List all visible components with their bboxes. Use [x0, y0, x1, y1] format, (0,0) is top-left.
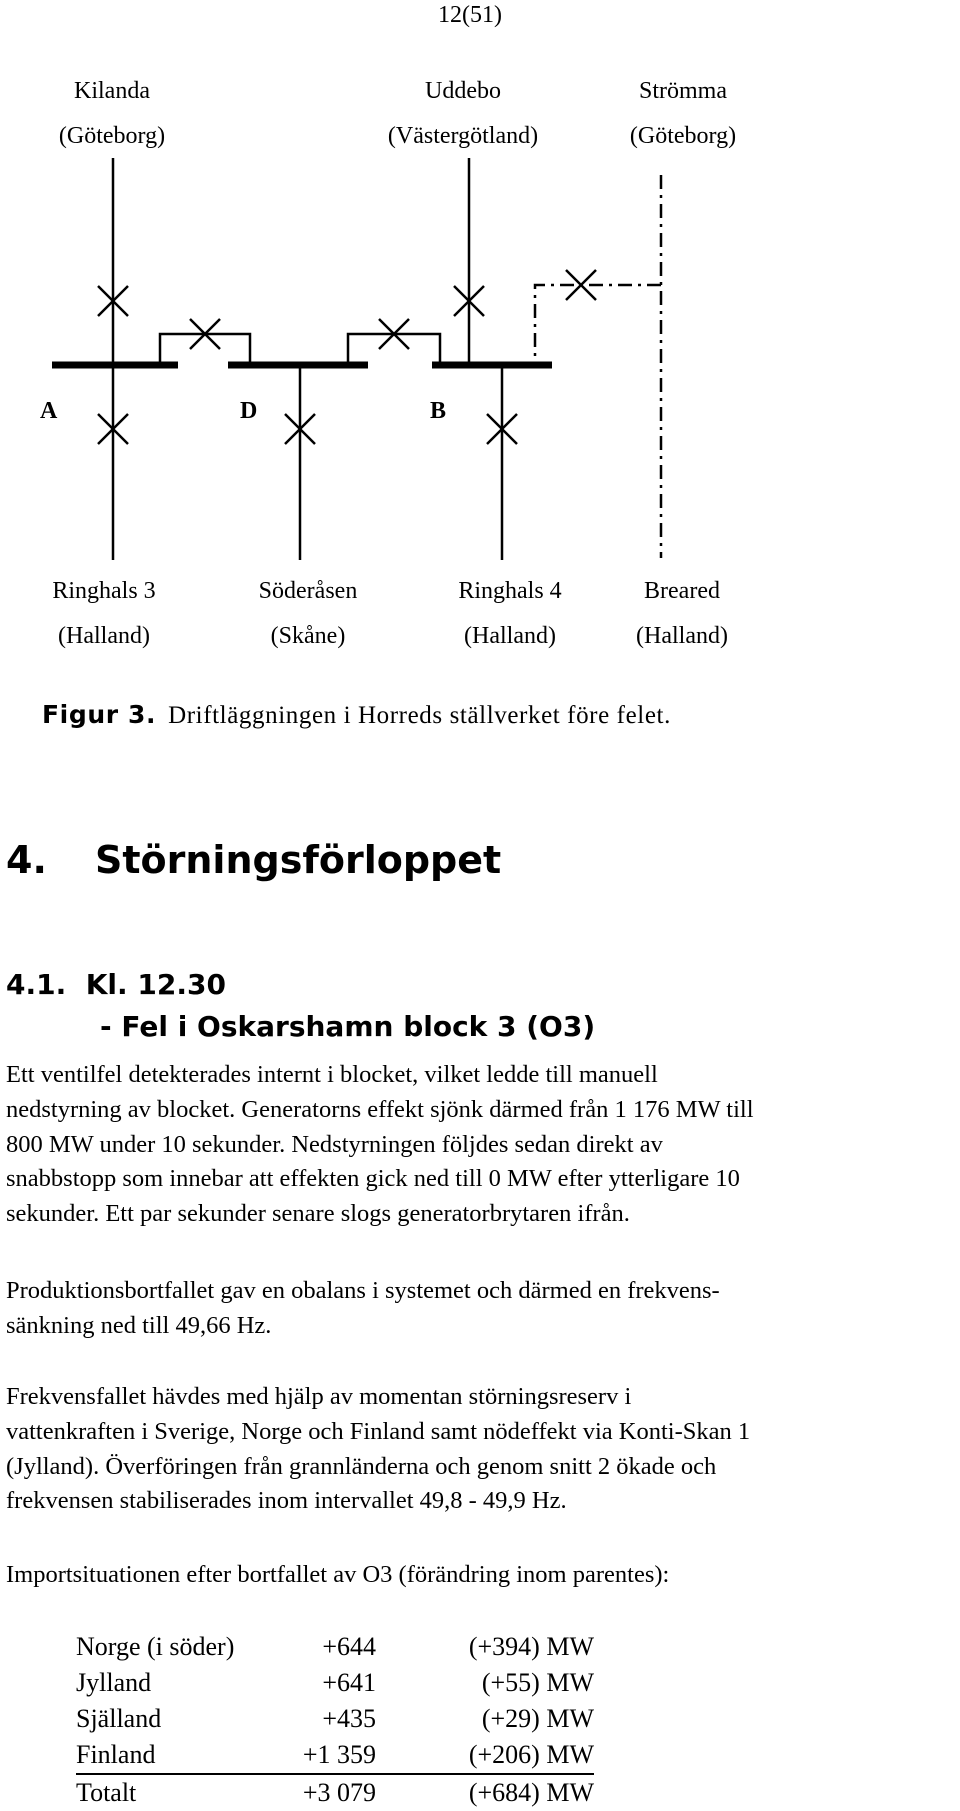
paragraph-line: Frekvensfallet hävdes med hjälp av momentan störningsreserv i: [6, 1383, 632, 1410]
station-region-stromma: (Göteborg): [629, 123, 737, 149]
table-cell-change: (+55) MW: [481, 1668, 594, 1697]
paragraph-line: nedstyrning av blocket. Generatorns effekt sjönk därmed från 1 176 MW till: [6, 1095, 754, 1123]
paragraph-line: Importsituationen efter bortfallet av O3 (förändring inom parentes):: [6, 1561, 670, 1588]
bus-label-d: D: [240, 398, 258, 424]
table-cell-change: (+394) MW: [468, 1632, 594, 1661]
table-total-value: +3 079: [276, 1774, 376, 1811]
paragraph-frequency-recovery: [6, 1380, 954, 1519]
paragraph-import-intro: [6, 1558, 954, 1593]
table-cell-change: (+29) MW: [481, 1704, 594, 1733]
table-total-label: Totalt: [76, 1774, 276, 1811]
paragraph-line: sekunder. Ett par sekunder senare slogs generatorbrytaren ifrån.: [6, 1200, 630, 1228]
paragraph-frequency-drop: [6, 1274, 954, 1344]
table-row: [76, 1665, 594, 1701]
table-cell-value: +641: [322, 1668, 376, 1697]
paragraph-line: snabbstopp som innebar att effekten gick ned till 0 MW efter ytterligare 10: [6, 1165, 740, 1193]
subsection-subtitle: - Fel i Oskarshamn block 3 (O3): [100, 1010, 596, 1043]
station-label-breared: Breared: [644, 578, 720, 604]
import-table: [76, 1629, 594, 1811]
figure-caption: [42, 700, 671, 730]
figure-caption-text: Driftläggningen i Horreds ställverket före felet.: [168, 702, 671, 729]
paragraph-line: Produktionsbortfallet gav en obalans i systemet och därmed en frekvens-: [6, 1277, 720, 1304]
station-region-breared: (Halland): [636, 623, 728, 649]
paragraph-line: vattenkraften i Sverige, Norge och Finland samt nödeffekt via Konti-Skan 1: [6, 1417, 751, 1445]
table-cell-region: Själland: [76, 1704, 162, 1733]
section-title: Störningsförloppet: [95, 838, 502, 882]
section-number: 4.: [6, 838, 47, 882]
bus-label-b: B: [430, 398, 447, 424]
table-total-row: [76, 1774, 594, 1811]
table-cell-region: Finland: [76, 1740, 156, 1769]
table-row: [76, 1701, 594, 1737]
table-total-change: (+684) MW: [376, 1774, 594, 1811]
station-region-ringhals4: (Halland): [464, 623, 556, 649]
coupler-d-b: [348, 334, 440, 365]
table-cell-region: Jylland: [76, 1668, 152, 1697]
station-label-kilanda: Kilanda: [74, 78, 150, 104]
station-label-soderasen: Söderåsen: [258, 578, 358, 604]
paragraph-line: sänkning ned till 49,66 Hz.: [6, 1311, 272, 1339]
table-cell-value: +1 359: [302, 1740, 376, 1769]
table-row: [76, 1737, 594, 1774]
figure-caption-label: Figur 3.: [42, 700, 157, 729]
paragraph-fault-description: [6, 1058, 954, 1232]
station-region-ringhals3: (Halland): [58, 623, 150, 649]
station-label-uddebo: Uddebo: [425, 78, 501, 104]
subsection-heading: 4.1. Kl. 12.30: [6, 968, 226, 1001]
station-label-ringhals3: Ringhals 3: [52, 578, 156, 604]
table-cell-change: (+206) MW: [468, 1740, 594, 1769]
paragraph-line: (Jylland). Överföringen från grannländerna och genom snitt 2 ökade och: [6, 1452, 717, 1480]
paragraph-line: 800 MW under 10 sekunder. Nedstyrningen följdes sedan direkt av: [6, 1130, 663, 1158]
switchyard-diagram: [0, 0, 960, 580]
station-region-uddebo: (Västergötland): [387, 123, 539, 149]
table-cell-value: +644: [322, 1632, 376, 1661]
bus-label-a: A: [40, 398, 58, 424]
station-label-ringhals4: Ringhals 4: [458, 578, 562, 604]
paragraph-line: Ett ventilfel detekterades internt i blocket, vilket ledde till manuell: [6, 1061, 658, 1088]
station-label-stromma: Strömma: [639, 78, 727, 104]
page-number: 12(51): [438, 2, 502, 28]
station-region-soderasen: (Skåne): [270, 623, 346, 649]
paragraph-line: frekvensen stabiliserades inom intervallet 49,8 - 49,9 Hz.: [6, 1487, 567, 1515]
coupler-a-d: [160, 334, 250, 365]
table-cell-region: Norge (i söder): [76, 1632, 235, 1661]
table-cell-value: +435: [322, 1704, 376, 1733]
stromma-dashed-branch: [535, 285, 661, 365]
station-region-kilanda: (Göteborg): [58, 123, 166, 149]
table-row: [76, 1629, 594, 1665]
